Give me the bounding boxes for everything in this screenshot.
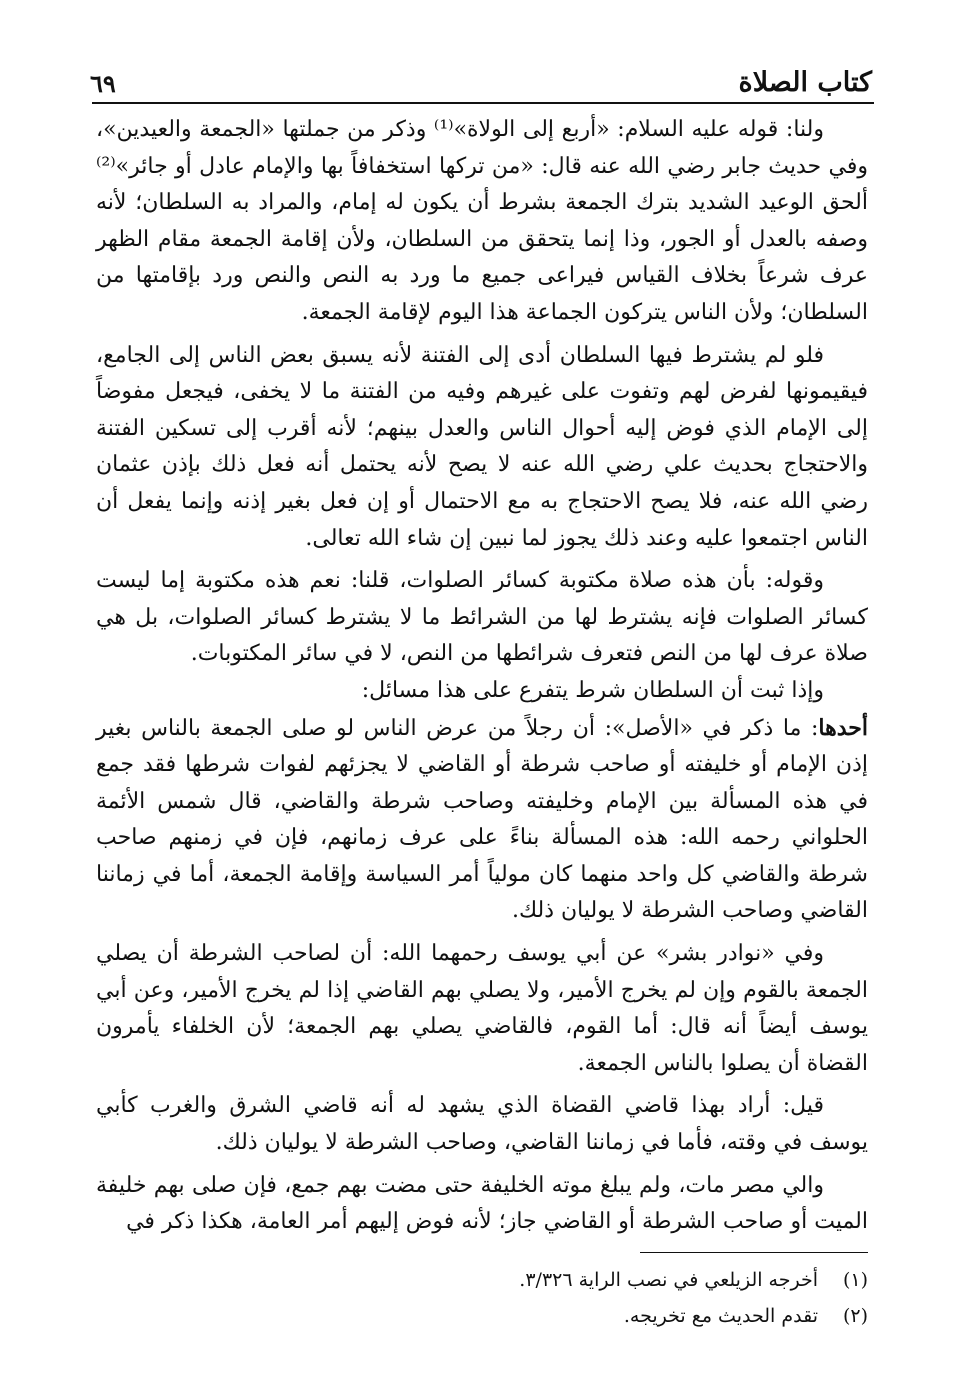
footnote-text: تقدم الحديث مع تخريجه.	[623, 1305, 818, 1327]
running-header	[90, 54, 872, 98]
paragraph: فلو لم يشترط فيها السلطان أدى إلى الفتنة لأنه يسبق بعض الناس إلى الجامع، فيقيمونها لفرض لهم وتفوت على غيرهم وفيه من الفتنة ما لا يخفى، فيجعل مفوضاً إلى الإمام الذي فوض إليه أحوال الناس والعدل بينهم؛ لأنه أقرب إلى تسكين الفتنة والاحتجاج بحديث علي رضي الله عنه لا يصح لأنه يحتمل أنه فعل ذلك بإذن عثمان رضي الله عنه، فلا يصح الاحتجاج به مع الاحتمال أو إن فعل بغير إذنه وإنما يفعل أن الناس اجتمعوا عليه وعند ذلك يجوز لما نبين إن شاء الله تعالى.	[96, 342, 868, 551]
paragraph: وإذا ثبت أن السلطان شرط يتفرع على هذا مسائل:	[361, 677, 824, 703]
chapter-title: كتاب الصلاة	[738, 67, 872, 98]
footnote-text: أخرجه الزيلعي في نصب الراية ٣/٣٢٦.	[519, 1269, 818, 1291]
main-text	[96, 112, 868, 1241]
header-rule	[92, 102, 874, 104]
paragraph: ولنا: قوله عليه السلام: «أربع إلى الولاة»⁽¹⁾ وذكر من جملتها «الجمعة والعيدين»، وفي حديث جابر رضي الله عنه قال: «من تركها استخفافاً بها والإمام عادل أو جائر»⁽²⁾ ألحق الوعيد الشديد بترك الجمعة بشرط أن يكون له إمام، والمراد به السلطان؛ لأنه وصفه بالعدل أو الجور، وذا إنما يتحقق من السلطان، ولأن إقامة الجمعة مقام الظهر عرف شرعاً بخلاف القياس فيراعى جميع ما ورد به النص والنص ورد بإقامتها من السلطان؛ ولأن الناس يتركون الجماعة هذا اليوم لإقامة الجمعة.	[96, 117, 868, 325]
footnotes	[96, 1262, 868, 1334]
footnote	[96, 1262, 868, 1298]
paragraph: وقوله: بأن هذه صلاة مكتوبة كسائر الصلوات، قلنا: نعم هذه مكتوبة إما ليست كسائر الصلوات فإنه يشترط لها من الشرائط ما لا يشترط كسائر الصلوات، بل هي صلاة عرف لها من النص فتعرف شرائطها من النص، لا في سائر المكتوبات.	[96, 568, 868, 667]
footnote-number: (٢)	[842, 1305, 868, 1327]
paragraph: وفي «نوادر بشر» عن أبي يوسف رحمهما الله: أن لصاحب الشرطة أن يصلي الجمعة بالقوم وإن لم يخرج الأمير، ولا يصلي بهم القاضي إذا لم يخرج الأمير، وعن أبي يوسف أيضاً أنه قال: أما القوم، فالقاضي يصلي بهم الجمعة؛ لأن الخلفاء يأمرون القضاة أن يصلوا بالناس الجمعة.	[96, 941, 868, 1076]
paragraph: والي مصر مات، ولم يبلغ موته الخليفة حتى مضت بهم جمع، فإن صلى بهم خليفة الميت أو صاحب الشرطة أو القاضي جاز؛ لأنه فوض إليهم أمر العامة، هكذا ذكر في	[96, 1172, 868, 1235]
footnote-number: (١)	[842, 1269, 868, 1291]
page-number: ٦٩	[90, 69, 116, 98]
paragraph-lead: أحدها	[818, 714, 868, 741]
paragraph: أحدها: ما ذكر في «الأصل»: أن رجلاً من عرض الناس لو صلى الجمعة بالناس بغير إذن الإمام أو خليفته أو صاحب شرطة أو القاضي لا يجزئهم لفوات شرطها فقد جمع في هذه المسألة بين الإمام وخليفته وصاحب شرطة والقاضي، قال شمس الأئمة الحلواني رحمه الله: هذه المسألة بناءً على عرف زمانهم، فإن في زمنهم صاحب شرطة والقاضي كل واحد منهما كان مولياً أمر السياسة وإقامة الجمعة، أما في زماننا القاضي وصاحب الشرطة لا يوليان ذلك.	[96, 714, 868, 924]
paragraph: قيل: أراد بهذا قاضي القضاة الذي يشهد له أنه قاضي الشرق والغرب كأبي يوسف في وقته، فأما في زماننا القاضي، وصاحب الشرطة لا يوليان ذلك.	[96, 1093, 868, 1156]
footnote-rule	[640, 1252, 868, 1253]
footnote	[96, 1298, 868, 1334]
